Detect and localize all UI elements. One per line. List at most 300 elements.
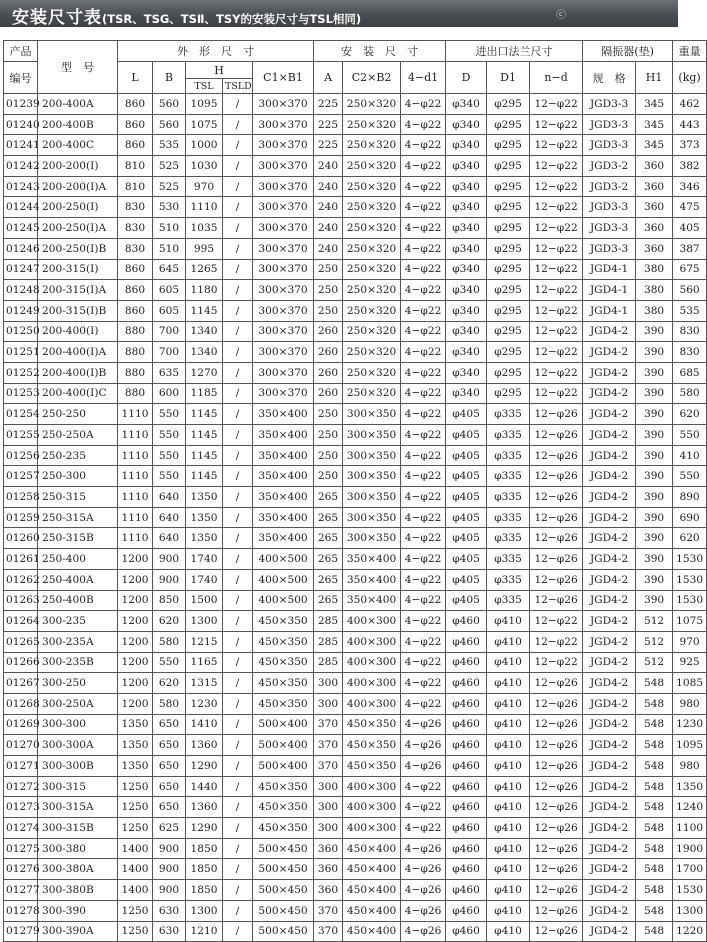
cell-D1: φ410 bbox=[487, 631, 530, 652]
cell-weight: 560 bbox=[673, 280, 707, 301]
cell-D1: φ335 bbox=[487, 528, 530, 549]
cell-L: 1250 bbox=[118, 921, 153, 942]
cell-L: 1200 bbox=[118, 549, 153, 570]
cell-weight: 580 bbox=[673, 383, 707, 404]
cell-4-d1: 4−φ22 bbox=[401, 776, 446, 797]
cell-product-number: 01261 bbox=[4, 549, 38, 570]
cell-H-TSL: 1850 bbox=[186, 859, 223, 880]
cell-H1: 512 bbox=[636, 611, 673, 632]
cell-D: φ460 bbox=[446, 631, 487, 652]
cell-B: 550 bbox=[153, 652, 186, 673]
cell-L: 1350 bbox=[118, 714, 153, 735]
cell-B: 635 bbox=[153, 362, 186, 383]
cell-C2B2: 450×350 bbox=[343, 756, 401, 777]
cell-isolator-spec: JGD3-2 bbox=[583, 176, 636, 197]
cell-D: φ340 bbox=[446, 342, 487, 363]
cell-isolator-spec: JGD3-3 bbox=[583, 94, 636, 115]
cell-weight: 1095 bbox=[673, 735, 707, 756]
header-B: B bbox=[153, 62, 186, 94]
cell-H-TSLD: / bbox=[223, 94, 253, 115]
cell-D1: φ295 bbox=[487, 94, 530, 115]
cell-D1: φ335 bbox=[487, 425, 530, 446]
cell-H1: 390 bbox=[636, 528, 673, 549]
cell-A: 300 bbox=[314, 797, 343, 818]
cell-B: 525 bbox=[153, 176, 186, 197]
cell-C1B1: 500×450 bbox=[253, 880, 314, 901]
header-weight-unit: (kg) bbox=[673, 62, 707, 94]
cell-product-number: 01263 bbox=[4, 590, 38, 611]
cell-A: 300 bbox=[314, 673, 343, 694]
cell-n-d: 12−φ22 bbox=[530, 94, 583, 115]
cell-H-TSLD: / bbox=[223, 652, 253, 673]
cell-D: φ405 bbox=[446, 404, 487, 425]
cell-D: φ340 bbox=[446, 94, 487, 115]
table-row bbox=[4, 425, 707, 446]
table-row bbox=[4, 487, 707, 508]
cell-H1: 548 bbox=[636, 880, 673, 901]
cell-4-d1: 4−φ22 bbox=[401, 156, 446, 177]
cell-C2B2: 400×300 bbox=[343, 797, 401, 818]
cell-C1B1: 450×350 bbox=[253, 693, 314, 714]
cell-H-TSL: 1035 bbox=[186, 218, 223, 239]
cell-n-d: 12−φ26 bbox=[530, 466, 583, 487]
cell-H1: 390 bbox=[636, 362, 673, 383]
cell-isolator-spec: JGD4-2 bbox=[583, 342, 636, 363]
cell-isolator-spec: JGD4-2 bbox=[583, 321, 636, 342]
cell-product-number: 01272 bbox=[4, 776, 38, 797]
cell-model: 250-400B bbox=[38, 590, 118, 611]
cell-L: 880 bbox=[118, 321, 153, 342]
cell-H-TSL: 1145 bbox=[186, 425, 223, 446]
cell-H-TSL: 1030 bbox=[186, 156, 223, 177]
cell-L: 1110 bbox=[118, 528, 153, 549]
cell-A: 225 bbox=[314, 94, 343, 115]
cell-A: 240 bbox=[314, 218, 343, 239]
cell-4-d1: 4−φ22 bbox=[401, 259, 446, 280]
header-product-number: 编号 bbox=[4, 62, 38, 94]
cell-weight: 1240 bbox=[673, 797, 707, 818]
cell-model: 200-400(I)B bbox=[38, 362, 118, 383]
cell-B: 700 bbox=[153, 342, 186, 363]
cell-weight: 980 bbox=[673, 693, 707, 714]
cell-isolator-spec: JGD4-2 bbox=[583, 673, 636, 694]
cell-C2B2: 350×400 bbox=[343, 549, 401, 570]
cell-4-d1: 4−φ22 bbox=[401, 383, 446, 404]
table-row bbox=[4, 280, 707, 301]
cell-H1: 390 bbox=[636, 342, 673, 363]
cell-C2B2: 450×400 bbox=[343, 859, 401, 880]
cell-4-d1: 4−φ22 bbox=[401, 445, 446, 466]
cell-A: 370 bbox=[314, 900, 343, 921]
cell-B: 580 bbox=[153, 631, 186, 652]
header-spec: 规 格 bbox=[583, 62, 636, 94]
cell-weight: 685 bbox=[673, 362, 707, 383]
cell-L: 830 bbox=[118, 238, 153, 259]
cell-A: 300 bbox=[314, 693, 343, 714]
cell-D: φ405 bbox=[446, 466, 487, 487]
cell-model: 250-315B bbox=[38, 528, 118, 549]
cell-isolator-spec: JGD4-2 bbox=[583, 797, 636, 818]
cell-model: 250-250A bbox=[38, 425, 118, 446]
cell-B: 550 bbox=[153, 445, 186, 466]
cell-model: 200-400A bbox=[38, 94, 118, 115]
header-flange-dimensions: 进出口法兰尺寸 bbox=[446, 41, 583, 62]
cell-L: 810 bbox=[118, 176, 153, 197]
cell-H-TSLD: / bbox=[223, 735, 253, 756]
cell-B: 510 bbox=[153, 238, 186, 259]
cell-D: φ460 bbox=[446, 859, 487, 880]
cell-model: 300-390A bbox=[38, 921, 118, 942]
cell-B: 620 bbox=[153, 611, 186, 632]
cell-H1: 548 bbox=[636, 818, 673, 839]
cell-C1B1: 300×370 bbox=[253, 321, 314, 342]
cell-n-d: 12−φ26 bbox=[530, 859, 583, 880]
header-C1B1: C1×B1 bbox=[253, 62, 314, 94]
cell-L: 810 bbox=[118, 156, 153, 177]
cell-H-TSLD: / bbox=[223, 156, 253, 177]
cell-C1B1: 300×370 bbox=[253, 300, 314, 321]
cell-C2B2: 450×400 bbox=[343, 838, 401, 859]
cell-B: 640 bbox=[153, 528, 186, 549]
cell-isolator-spec: JGD3-3 bbox=[583, 197, 636, 218]
cell-C1B1: 300×370 bbox=[253, 238, 314, 259]
cell-D: φ405 bbox=[446, 549, 487, 570]
cell-4-d1: 4−φ22 bbox=[401, 94, 446, 115]
cell-C1B1: 300×370 bbox=[253, 94, 314, 115]
cell-C1B1: 500×400 bbox=[253, 714, 314, 735]
cell-H-TSL: 1185 bbox=[186, 383, 223, 404]
table-row bbox=[4, 569, 707, 590]
cell-H-TSL: 1300 bbox=[186, 900, 223, 921]
cell-A: 300 bbox=[314, 776, 343, 797]
cell-H-TSLD: / bbox=[223, 528, 253, 549]
cell-C1B1: 350×400 bbox=[253, 507, 314, 528]
cell-L: 1200 bbox=[118, 693, 153, 714]
cell-C2B2: 400×300 bbox=[343, 776, 401, 797]
cell-D: φ460 bbox=[446, 838, 487, 859]
cell-isolator-spec: JGD4-2 bbox=[583, 362, 636, 383]
cell-B: 625 bbox=[153, 818, 186, 839]
cell-product-number: 01243 bbox=[4, 176, 38, 197]
cell-weight: 535 bbox=[673, 300, 707, 321]
cell-product-number: 01275 bbox=[4, 838, 38, 859]
cell-product-number: 01270 bbox=[4, 735, 38, 756]
table-row bbox=[4, 714, 707, 735]
cell-A: 285 bbox=[314, 631, 343, 652]
cell-weight: 1220 bbox=[673, 921, 707, 942]
cell-H-TSL: 1145 bbox=[186, 445, 223, 466]
cell-product-number: 01256 bbox=[4, 445, 38, 466]
cell-H-TSL: 1290 bbox=[186, 818, 223, 839]
cell-weight: 675 bbox=[673, 259, 707, 280]
cell-product-number: 01239 bbox=[4, 94, 38, 115]
cell-H-TSLD: / bbox=[223, 549, 253, 570]
cell-A: 360 bbox=[314, 880, 343, 901]
cell-H-TSL: 1215 bbox=[186, 631, 223, 652]
cell-B: 550 bbox=[153, 466, 186, 487]
cell-weight: 1350 bbox=[673, 776, 707, 797]
cell-D: φ460 bbox=[446, 776, 487, 797]
cell-n-d: 12−φ22 bbox=[530, 321, 583, 342]
cell-A: 240 bbox=[314, 176, 343, 197]
cell-H-TSL: 1230 bbox=[186, 693, 223, 714]
cell-C1B1: 300×370 bbox=[253, 135, 314, 156]
cell-n-d: 12−φ26 bbox=[530, 528, 583, 549]
cell-4-d1: 4−φ22 bbox=[401, 218, 446, 239]
cell-H-TSL: 1350 bbox=[186, 528, 223, 549]
table-row bbox=[4, 507, 707, 528]
cell-H-TSL: 1360 bbox=[186, 735, 223, 756]
cell-C1B1: 450×350 bbox=[253, 818, 314, 839]
cell-A: 265 bbox=[314, 507, 343, 528]
cell-D1: φ295 bbox=[487, 383, 530, 404]
table-row bbox=[4, 218, 707, 239]
cell-D: φ405 bbox=[446, 487, 487, 508]
cell-4-d1: 4−φ22 bbox=[401, 176, 446, 197]
table-row bbox=[4, 797, 707, 818]
cell-model: 250-400A bbox=[38, 569, 118, 590]
cell-n-d: 12−φ22 bbox=[530, 114, 583, 135]
cell-isolator-spec: JGD4-2 bbox=[583, 487, 636, 508]
cell-C1B1: 500×450 bbox=[253, 900, 314, 921]
cell-D1: φ410 bbox=[487, 714, 530, 735]
cell-D: φ340 bbox=[446, 218, 487, 239]
cell-H-TSLD: / bbox=[223, 135, 253, 156]
cell-B: 645 bbox=[153, 259, 186, 280]
cell-n-d: 12−φ22 bbox=[530, 362, 583, 383]
header-TSL: TSL bbox=[186, 79, 223, 94]
cell-D1: φ410 bbox=[487, 880, 530, 901]
header-weight: 重量 bbox=[673, 41, 707, 62]
table-row bbox=[4, 859, 707, 880]
cell-4-d1: 4−φ26 bbox=[401, 735, 446, 756]
title-main: 安装尺寸表 bbox=[12, 8, 102, 28]
cell-D1: φ410 bbox=[487, 818, 530, 839]
cell-A: 360 bbox=[314, 859, 343, 880]
cell-H1: 390 bbox=[636, 590, 673, 611]
cell-A: 250 bbox=[314, 404, 343, 425]
cell-D1: φ295 bbox=[487, 197, 530, 218]
cell-product-number: 01257 bbox=[4, 466, 38, 487]
cell-isolator-spec: JGD4-2 bbox=[583, 838, 636, 859]
cell-H-TSLD: / bbox=[223, 404, 253, 425]
cell-n-d: 12−φ22 bbox=[530, 197, 583, 218]
cell-model: 200-400(I)C bbox=[38, 383, 118, 404]
cell-4-d1: 4−φ22 bbox=[401, 693, 446, 714]
cell-H-TSLD: / bbox=[223, 507, 253, 528]
cell-H1: 360 bbox=[636, 238, 673, 259]
cell-A: 285 bbox=[314, 652, 343, 673]
cell-weight: 1100 bbox=[673, 818, 707, 839]
cell-n-d: 12−φ26 bbox=[530, 590, 583, 611]
cell-weight: 970 bbox=[673, 631, 707, 652]
cell-B: 530 bbox=[153, 197, 186, 218]
cell-n-d: 12−φ26 bbox=[530, 797, 583, 818]
cell-isolator-spec: JGD4-2 bbox=[583, 818, 636, 839]
table-row bbox=[4, 156, 707, 177]
cell-D1: φ410 bbox=[487, 756, 530, 777]
cell-L: 1110 bbox=[118, 404, 153, 425]
cell-C2B2: 300×350 bbox=[343, 528, 401, 549]
title-subtitle: (TSR、TSG、TSⅡ、TSY的安装尺寸与TSL相同) bbox=[102, 12, 362, 26]
cell-4-d1: 4−φ22 bbox=[401, 590, 446, 611]
header-H1: H1 bbox=[636, 62, 673, 94]
cell-D1: φ410 bbox=[487, 859, 530, 880]
cell-model: 200-400(I)A bbox=[38, 342, 118, 363]
cell-weight: 1085 bbox=[673, 673, 707, 694]
cell-4-d1: 4−φ22 bbox=[401, 362, 446, 383]
cell-D: φ405 bbox=[446, 528, 487, 549]
cell-D: φ460 bbox=[446, 900, 487, 921]
cell-product-number: 01258 bbox=[4, 487, 38, 508]
cell-H-TSLD: / bbox=[223, 342, 253, 363]
cell-product-number: 01252 bbox=[4, 362, 38, 383]
cell-product-number: 01251 bbox=[4, 342, 38, 363]
cell-4-d1: 4−φ26 bbox=[401, 714, 446, 735]
cell-n-d: 12−φ22 bbox=[530, 156, 583, 177]
cell-isolator-spec: JGD4-2 bbox=[583, 445, 636, 466]
cell-C1B1: 500×400 bbox=[253, 735, 314, 756]
cell-H1: 390 bbox=[636, 383, 673, 404]
table-row bbox=[4, 900, 707, 921]
cell-H-TSL: 1145 bbox=[186, 466, 223, 487]
cell-n-d: 12−φ26 bbox=[530, 921, 583, 942]
cell-isolator-spec: JGD4-2 bbox=[583, 404, 636, 425]
header-D: D bbox=[446, 62, 487, 94]
header-TSLD: TSLD bbox=[223, 79, 253, 94]
cell-C2B2: 250×320 bbox=[343, 135, 401, 156]
cell-isolator-spec: JGD4-2 bbox=[583, 776, 636, 797]
cell-L: 1350 bbox=[118, 756, 153, 777]
cell-B: 630 bbox=[153, 900, 186, 921]
cell-H-TSL: 995 bbox=[186, 238, 223, 259]
cell-isolator-spec: JGD4-2 bbox=[583, 528, 636, 549]
cell-C2B2: 400×300 bbox=[343, 631, 401, 652]
cell-H-TSLD: / bbox=[223, 714, 253, 735]
cell-D1: φ335 bbox=[487, 549, 530, 570]
cell-D1: φ295 bbox=[487, 135, 530, 156]
header-4-d1: 4−d1 bbox=[401, 62, 446, 94]
cell-A: 250 bbox=[314, 445, 343, 466]
cell-B: 620 bbox=[153, 673, 186, 694]
cell-H-TSLD: / bbox=[223, 362, 253, 383]
cell-model: 200-315(I) bbox=[38, 259, 118, 280]
cell-H-TSLD: / bbox=[223, 218, 253, 239]
cell-L: 880 bbox=[118, 383, 153, 404]
cell-n-d: 12−φ22 bbox=[530, 652, 583, 673]
cell-C1B1: 300×370 bbox=[253, 259, 314, 280]
cell-4-d1: 4−φ26 bbox=[401, 838, 446, 859]
cell-model: 300-315B bbox=[38, 818, 118, 839]
cell-D: φ340 bbox=[446, 383, 487, 404]
cell-H-TSL: 1500 bbox=[186, 590, 223, 611]
cell-D1: φ295 bbox=[487, 176, 530, 197]
cell-A: 370 bbox=[314, 921, 343, 942]
cell-product-number: 01276 bbox=[4, 859, 38, 880]
cell-D1: φ410 bbox=[487, 652, 530, 673]
cell-n-d: 12−φ22 bbox=[530, 300, 583, 321]
cell-A: 300 bbox=[314, 818, 343, 839]
cell-H-TSL: 1350 bbox=[186, 507, 223, 528]
cell-D: φ460 bbox=[446, 880, 487, 901]
cell-n-d: 12−φ26 bbox=[530, 818, 583, 839]
cell-D: φ340 bbox=[446, 259, 487, 280]
cell-4-d1: 4−φ22 bbox=[401, 425, 446, 446]
cell-model: 300-250A bbox=[38, 693, 118, 714]
cell-weight: 1530 bbox=[673, 590, 707, 611]
cell-C1B1: 350×400 bbox=[253, 425, 314, 446]
cell-C1B1: 350×400 bbox=[253, 404, 314, 425]
cell-H-TSLD: / bbox=[223, 859, 253, 880]
cell-isolator-spec: JGD4-2 bbox=[583, 466, 636, 487]
cell-H-TSL: 1410 bbox=[186, 714, 223, 735]
cell-isolator-spec: JGD4-1 bbox=[583, 280, 636, 301]
cell-B: 900 bbox=[153, 859, 186, 880]
cell-model: 200-200(I) bbox=[38, 156, 118, 177]
header-outer-dimensions: 外 形 尺 寸 bbox=[118, 41, 314, 62]
cell-D1: φ335 bbox=[487, 507, 530, 528]
cell-C1B1: 300×370 bbox=[253, 156, 314, 177]
cell-H1: 548 bbox=[636, 693, 673, 714]
cell-weight: 1075 bbox=[673, 611, 707, 632]
table-row bbox=[4, 590, 707, 611]
cell-weight: 620 bbox=[673, 404, 707, 425]
cell-L: 1110 bbox=[118, 466, 153, 487]
cell-n-d: 12−φ26 bbox=[530, 693, 583, 714]
cell-model: 300-250 bbox=[38, 673, 118, 694]
cell-weight: 550 bbox=[673, 466, 707, 487]
cell-H1: 390 bbox=[636, 445, 673, 466]
cell-C1B1: 450×350 bbox=[253, 797, 314, 818]
cell-weight: 980 bbox=[673, 756, 707, 777]
cell-model: 250-235 bbox=[38, 445, 118, 466]
table-row bbox=[4, 776, 707, 797]
cell-H-TSLD: / bbox=[223, 238, 253, 259]
cell-L: 860 bbox=[118, 259, 153, 280]
cell-H1: 390 bbox=[636, 507, 673, 528]
cell-isolator-spec: JGD4-2 bbox=[583, 631, 636, 652]
cell-D1: φ295 bbox=[487, 156, 530, 177]
cell-H1: 345 bbox=[636, 114, 673, 135]
cell-L: 1110 bbox=[118, 425, 153, 446]
cell-C2B2: 300×350 bbox=[343, 445, 401, 466]
cell-weight: 1530 bbox=[673, 569, 707, 590]
cell-B: 600 bbox=[153, 383, 186, 404]
cell-isolator-spec: JGD3-3 bbox=[583, 238, 636, 259]
cell-L: 830 bbox=[118, 197, 153, 218]
cell-model: 200-400(I) bbox=[38, 321, 118, 342]
cell-B: 605 bbox=[153, 300, 186, 321]
cell-weight: 1700 bbox=[673, 859, 707, 880]
cell-C2B2: 250×320 bbox=[343, 259, 401, 280]
cell-B: 640 bbox=[153, 507, 186, 528]
cell-H-TSLD: / bbox=[223, 321, 253, 342]
cell-B: 550 bbox=[153, 404, 186, 425]
cell-D1: φ295 bbox=[487, 300, 530, 321]
cell-H1: 390 bbox=[636, 487, 673, 508]
cell-H1: 360 bbox=[636, 176, 673, 197]
cell-4-d1: 4−φ26 bbox=[401, 756, 446, 777]
cell-H-TSL: 1290 bbox=[186, 756, 223, 777]
cell-H1: 512 bbox=[636, 631, 673, 652]
cell-4-d1: 4−φ22 bbox=[401, 673, 446, 694]
cell-A: 250 bbox=[314, 280, 343, 301]
cell-C2B2: 300×350 bbox=[343, 507, 401, 528]
cell-C2B2: 250×320 bbox=[343, 362, 401, 383]
cell-model: 300-380A bbox=[38, 859, 118, 880]
cell-H-TSLD: / bbox=[223, 797, 253, 818]
cell-D1: φ410 bbox=[487, 838, 530, 859]
